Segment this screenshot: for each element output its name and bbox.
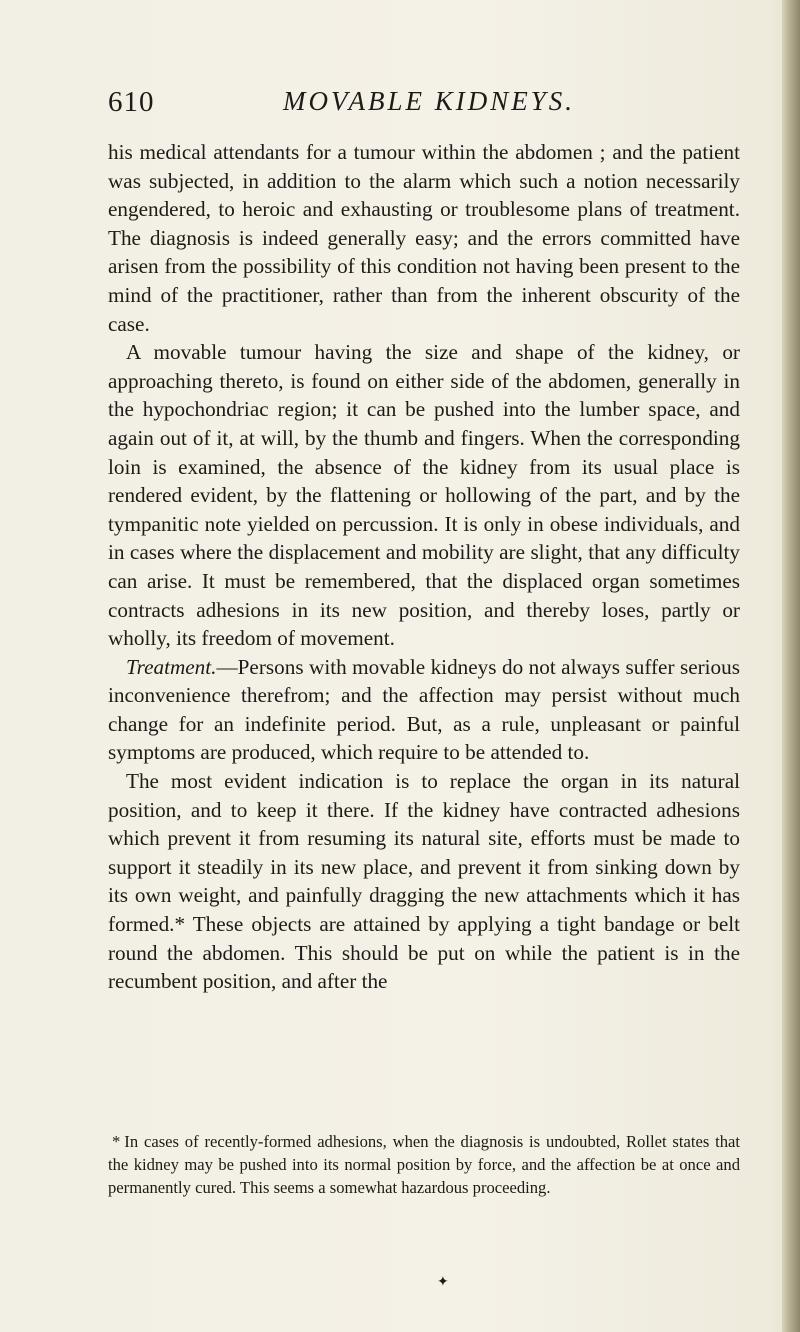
paragraph: A movable tumour having the size and shape of the kidney, or approaching thereto, is found on either side of the abdomen, generally in the hypochondriac region; it can be pushed into the lumber space, and again out of it, at will, by the thumb and fingers. When the corresponding loin is examined, the absence of the kidney from its usual place is rendered evident, by the flattening or hollowing of the part, and by the tympanitic note yielded on percussion. It is only in obese individuals, and in cases where the displacement and mobility are slight, that any difficulty can arise. It must be remembered, that the displaced organ sometimes contracts adhesions in its new position, and thereby loses, partly or wholly, its freedom of movement. xyxy=(108,340,740,651)
paragraph-text: —Persons with movable kidneys do not always suffer serious inconvenience therefrom; and the affection may persist without much change for an indefinite period. But, as a rule, unpleasant or painful symptoms are produced, which require to be attended to. xyxy=(108,654,740,765)
signature-mark: ✦ xyxy=(437,1275,449,1290)
footnote-text: In cases of recently-formed adhesions, when the diagnosis is undoubted, Rollet states that the kidney may be pushed into its normal position by force, and the affection be at once and permanently cured. This seems a somewhat hazardous proceeding. xyxy=(108,1132,740,1197)
paragraph-treatment xyxy=(108,653,740,767)
paragraph: his medical attendants for a tumour within the abdomen ; and the patient was subjected, in addition to the alarm which such a notion necessarily engendered, to heroic and exhausting or troublesome plans of treatment. The diagnosis is indeed generally easy; and the errors committed have arisen from the possibility of this condition not having been present to the mind of the practitioner, rather than from the inherent obscurity of the case. xyxy=(108,140,740,336)
footnote xyxy=(108,1130,740,1199)
treatment-heading: Treatment. xyxy=(126,654,217,679)
page-header xyxy=(108,86,748,126)
body-text xyxy=(108,138,740,996)
running-head: MOVABLE KIDNEYS. xyxy=(283,86,575,116)
paragraph: The most evident indication is to replace the organ in its natural position, and to keep it there. If the kidney have contracted adhesions which prevent it from resuming its natural site, efforts must be made to support it steadily in its new place, and prevent it from sinking down by its own weight, and painfully dragging the new attachments which it has formed.* These objects are attained by applying a tight bandage or belt round the abdomen. This should be put on while the patient is in the recumbent position, and after the xyxy=(108,769,740,994)
page-number: 610 xyxy=(108,86,155,118)
book-spine-edge xyxy=(782,0,800,1332)
footnote-mark: * xyxy=(112,1132,121,1151)
